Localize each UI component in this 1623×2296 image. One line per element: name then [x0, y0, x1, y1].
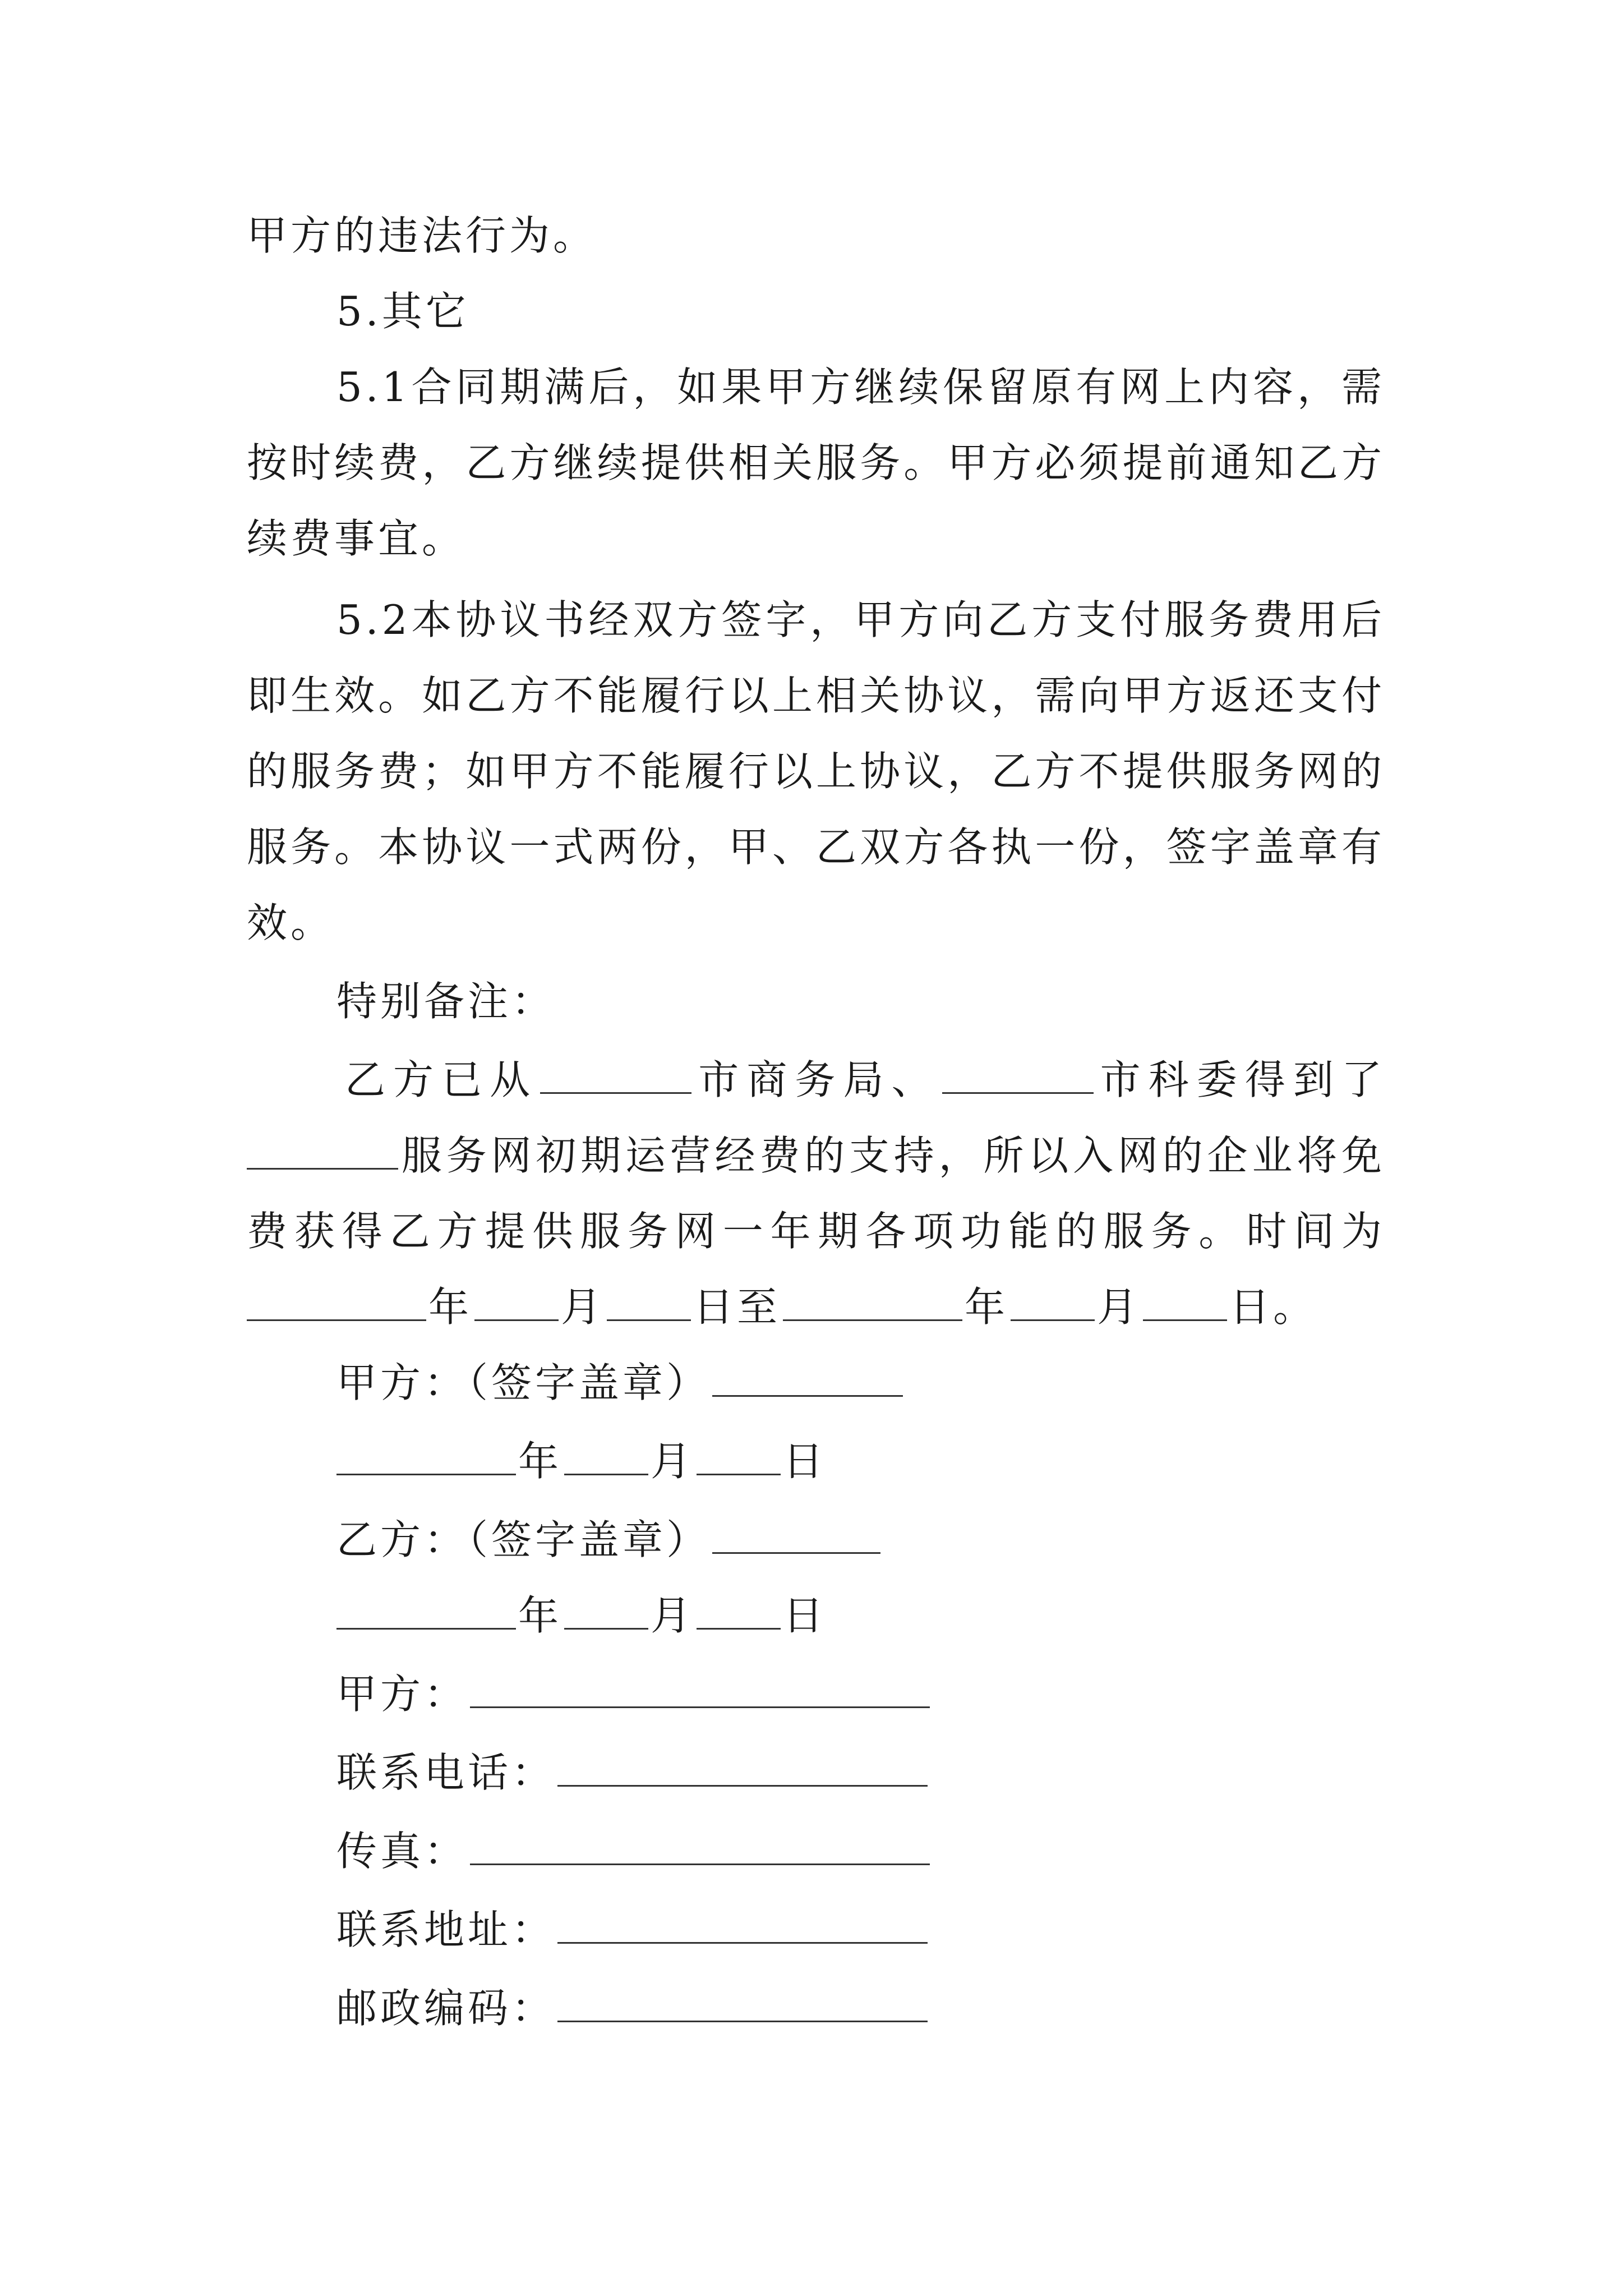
- month-blank[interactable]: [474, 1285, 559, 1321]
- month-label: 月: [1097, 1283, 1141, 1331]
- contact-phone-label: 联系电话：: [336, 1749, 556, 1796]
- contact-party-a-label: 甲方：: [336, 1671, 468, 1718]
- party-a-signature: [336, 1358, 1475, 1408]
- month-blank[interactable]: [564, 1439, 648, 1475]
- month-label: 月: [651, 1438, 695, 1485]
- contact-fax-label: 传真：: [336, 1828, 468, 1875]
- text-line: 的服务费；如甲方不能履行以上协议，乙方不提供服务网的: [247, 748, 1385, 795]
- text-line: 按时续费，乙方继续提供相关服务。甲方必须提前通知乙方: [247, 439, 1385, 486]
- contact-address: [336, 1904, 1475, 1955]
- contact-address-label: 联系地址：: [336, 1906, 556, 1953]
- contact-party-a-blank[interactable]: [470, 1672, 930, 1708]
- contact-phone-blank[interactable]: [557, 1750, 928, 1787]
- month-label: 月: [561, 1283, 605, 1331]
- day-blank[interactable]: [697, 1593, 781, 1630]
- blank-field[interactable]: [247, 1133, 398, 1170]
- year-label: 年: [518, 1438, 562, 1485]
- day-label: 日。: [1229, 1283, 1317, 1331]
- text-line: 5.1合同期满后，如果甲方继续保留原有网上内容，需: [336, 364, 1385, 411]
- contact-postcode: [336, 1983, 1475, 2033]
- party-b-signature-blank[interactable]: [712, 1517, 880, 1554]
- text-line: 即生效。如乙方不能履行以上相关协议，需向甲方返还支付: [247, 672, 1385, 719]
- month-blank[interactable]: [564, 1593, 648, 1630]
- contact-fax-blank[interactable]: [470, 1829, 930, 1865]
- text-line: 5.2本协议书经双方签字，甲方向乙方支付服务费用后: [336, 596, 1385, 643]
- day-label: 日至: [693, 1283, 781, 1331]
- month-blank[interactable]: [1011, 1285, 1095, 1321]
- note-heading: 特别备注：: [336, 978, 556, 1025]
- year-blank[interactable]: [247, 1285, 426, 1321]
- year-blank[interactable]: [336, 1439, 516, 1475]
- day-blank[interactable]: [697, 1439, 781, 1475]
- note-line: [345, 1055, 1385, 1105]
- contact-phone: [336, 1747, 1475, 1798]
- contact-address-blank[interactable]: [557, 1907, 928, 1944]
- contact-fax: [336, 1826, 1475, 1876]
- note-text: 市科委得到了: [1095, 1056, 1385, 1103]
- year-blank[interactable]: [336, 1593, 516, 1630]
- day-blank[interactable]: [1143, 1285, 1227, 1321]
- year-label: 年: [428, 1283, 473, 1331]
- contact-party-a: [336, 1669, 1475, 1719]
- note-line: 费获得乙方提供服务网一年期各项功能的服务。时间为: [247, 1208, 1385, 1255]
- contact-postcode-blank[interactable]: [557, 1986, 928, 2022]
- text-line: 服务。本协议一式两份，甲、乙双方各执一份，签字盖章有: [247, 823, 1385, 871]
- note-text: 乙方已从: [345, 1056, 538, 1103]
- party-a-date: [336, 1436, 1475, 1487]
- text-line: 效。: [247, 899, 335, 946]
- date-range-line: [247, 1282, 1385, 1332]
- blank-field[interactable]: [942, 1057, 1094, 1094]
- section-heading: 5.其它: [336, 288, 469, 335]
- day-label: 日: [783, 1592, 827, 1639]
- year-blank[interactable]: [783, 1285, 962, 1321]
- party-b-signature-label: 乙方：（签字盖章）: [336, 1516, 711, 1563]
- month-label: 月: [651, 1592, 695, 1639]
- text-line: 甲方的违法行为。: [247, 212, 597, 259]
- note-text: 市商务局、: [694, 1056, 940, 1103]
- year-label: 年: [965, 1283, 1009, 1331]
- year-label: 年: [518, 1592, 562, 1639]
- party-b-signature: [336, 1515, 1475, 1565]
- party-b-date: [336, 1590, 1475, 1641]
- blank-field[interactable]: [540, 1057, 691, 1094]
- day-blank[interactable]: [607, 1285, 691, 1321]
- note-line: [247, 1130, 1385, 1181]
- party-a-signature-blank[interactable]: [712, 1360, 903, 1397]
- text-line: 续费事宜。: [247, 515, 466, 562]
- note-text: 服务网初期运营经费的支持，所以入网的企业将免: [400, 1132, 1385, 1179]
- day-label: 日: [783, 1438, 827, 1485]
- party-a-signature-label: 甲方：（签字盖章）: [336, 1359, 711, 1406]
- contact-postcode-label: 邮政编码：: [336, 1985, 556, 2032]
